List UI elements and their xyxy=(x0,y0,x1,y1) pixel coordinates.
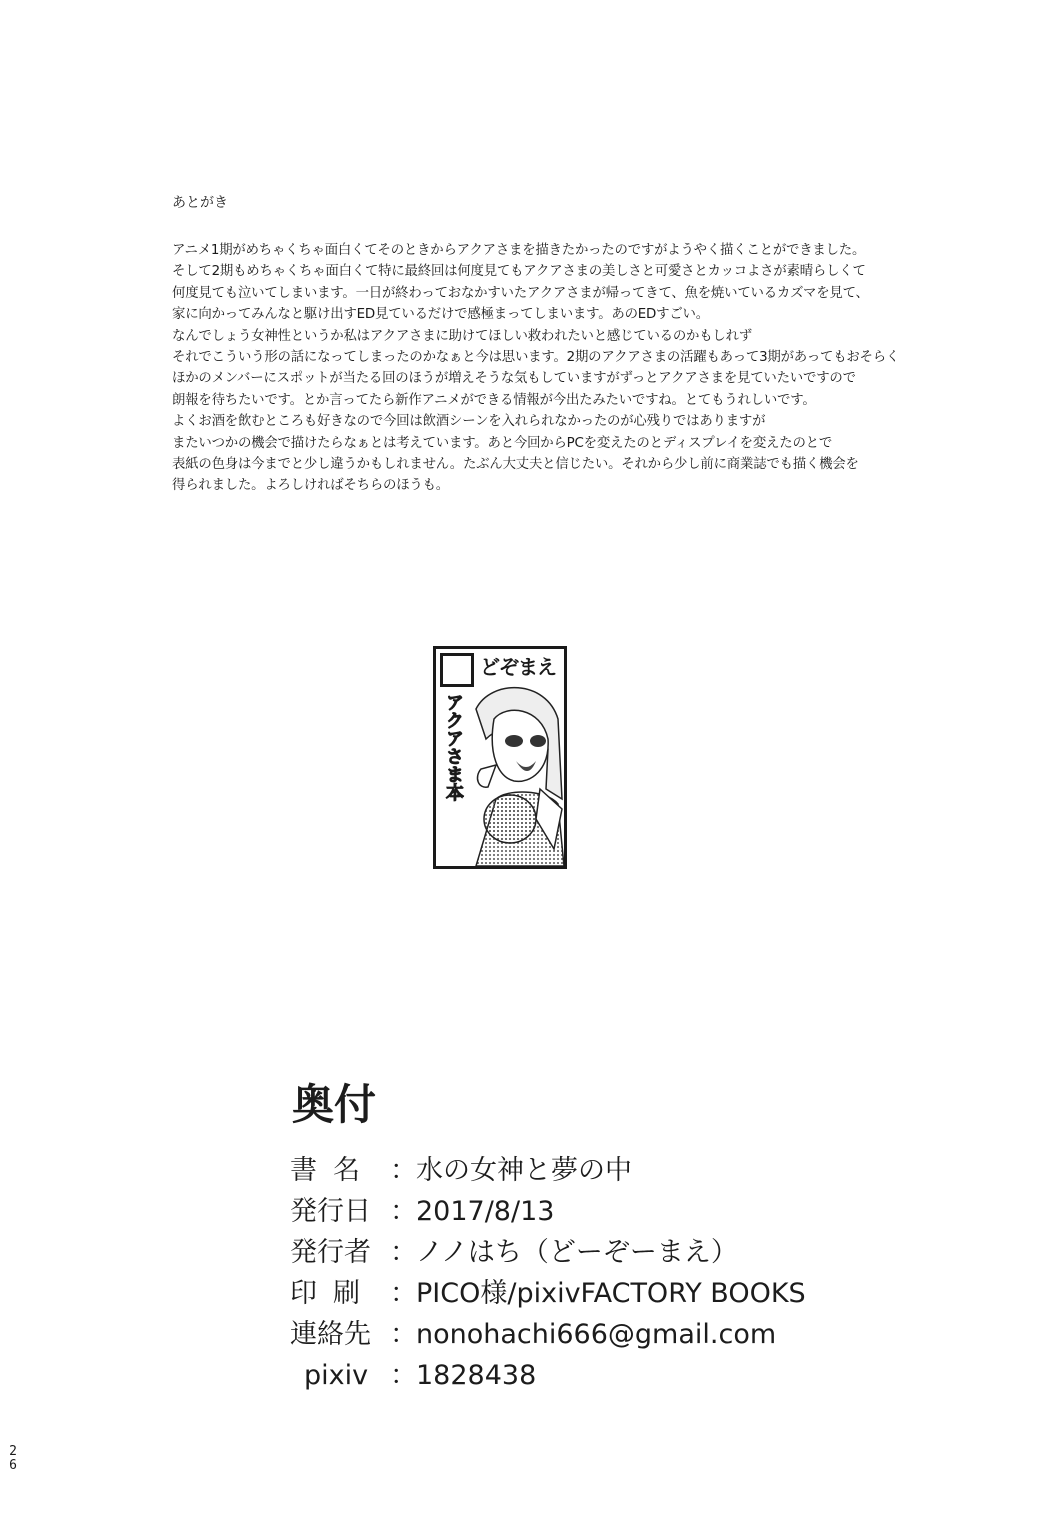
colophon-value: 2017/8/13 xyxy=(416,1196,555,1227)
colophon-label: 発行者 xyxy=(290,1237,371,1268)
colophon-value: 1828438 xyxy=(416,1360,537,1391)
circle-name: どぞまえ xyxy=(480,655,556,679)
colophon-label: 発行日 xyxy=(290,1196,371,1227)
colophon-colon: ： xyxy=(390,1278,417,1309)
colophon-value: PICO様/pixivFACTORY BOOKS xyxy=(416,1278,806,1309)
afterword-line: 家に向かってみんなと駆け出すED見ているだけで感極まってしまいます。あのEDすごい。 xyxy=(172,307,709,323)
colophon-row-title xyxy=(290,1150,806,1191)
colophon-label: pixiv xyxy=(304,1360,369,1391)
colophon-value: 水の女神と夢の中 xyxy=(416,1155,632,1186)
afterword-line: 朗報を待ちたいです。とか言ってたら新作アニメができる情報が今出たみたいですね。とてもうれしいです。 xyxy=(172,392,816,408)
colophon-colon: ： xyxy=(390,1196,417,1227)
afterword-line: ほかのメンバーにスポットが当たる回のほうが増えそうな気もしていますがずっとアクアさまを見ていたいですので xyxy=(172,371,856,387)
colophon-row-pixiv xyxy=(290,1355,806,1396)
colophon-row-printer xyxy=(290,1273,806,1314)
afterword-line: よくお酒を飲むところも好きなので今回は飲酒シーンを入れられなかったのが心残りではありますが xyxy=(172,414,766,430)
colophon-colon: ： xyxy=(390,1155,417,1186)
colophon-value: ノノはち（どーぞーまえ） xyxy=(416,1237,738,1268)
afterword-section xyxy=(172,192,992,497)
afterword-line: 得られました。よろしければそちらのほうも。 xyxy=(172,478,450,494)
circle-cut-illustration xyxy=(433,646,567,869)
check-box-icon xyxy=(440,653,474,687)
afterword-heading: あとがき xyxy=(172,195,228,211)
colophon-row-publisher xyxy=(290,1232,806,1273)
afterword-line: それでこういう形の話になってしまったのかなぁと今は思います。2期のアクアさまの活躍もあって3期があってもおそらく xyxy=(172,350,900,366)
colophon-label: 連絡先 xyxy=(290,1319,371,1350)
colophon-label: 印刷 xyxy=(290,1278,376,1309)
book-label-vertical: アクアさま本 xyxy=(443,693,464,801)
colophon-row-date xyxy=(290,1191,806,1232)
afterword-line: 何度見ても泣いてしまいます。一日が終わっておなかすいたアクアさまが帰ってきて、魚を焼いているカズマを見て、 xyxy=(172,285,869,301)
colophon-row-contact xyxy=(290,1314,806,1355)
afterword-line: アニメ1期がめちゃくちゃ面白くてそのときからアクアさまを描きたかったのですがようやく描くことができました。 xyxy=(172,243,866,258)
colophon-label: 書名 xyxy=(290,1155,376,1186)
afterword-line: またいつかの機会で描けたらなぁとは考えています。あと今回からPCを変えたのとディスプレイを変えたのとで xyxy=(172,435,833,451)
colophon-value: nonohachi666@gmail.com xyxy=(416,1319,777,1350)
page-number: 2 6 xyxy=(9,1444,17,1473)
colophon-section xyxy=(290,1072,806,1396)
afterword-line: そして2期もめちゃくちゃ面白くて特に最終回は何度見てもアクアさまの美しさと可愛さとカッコよさが素晴らしくて xyxy=(172,264,866,280)
colophon-colon: ： xyxy=(390,1237,417,1268)
colophon-colon: ： xyxy=(390,1360,417,1391)
afterword-line: なんでしょう女神性というか私はアクアさまに助けてほしい救われたいと感じているのかもしれず xyxy=(172,328,752,344)
afterword-line: 表紙の色身は今までと少し違うかもしれません。たぶん大丈夫と信じたい。それから少し前に商業誌でも描く機会を xyxy=(172,457,859,473)
colophon-title: 奥付 xyxy=(292,1080,377,1129)
colophon-colon: ： xyxy=(390,1319,417,1350)
